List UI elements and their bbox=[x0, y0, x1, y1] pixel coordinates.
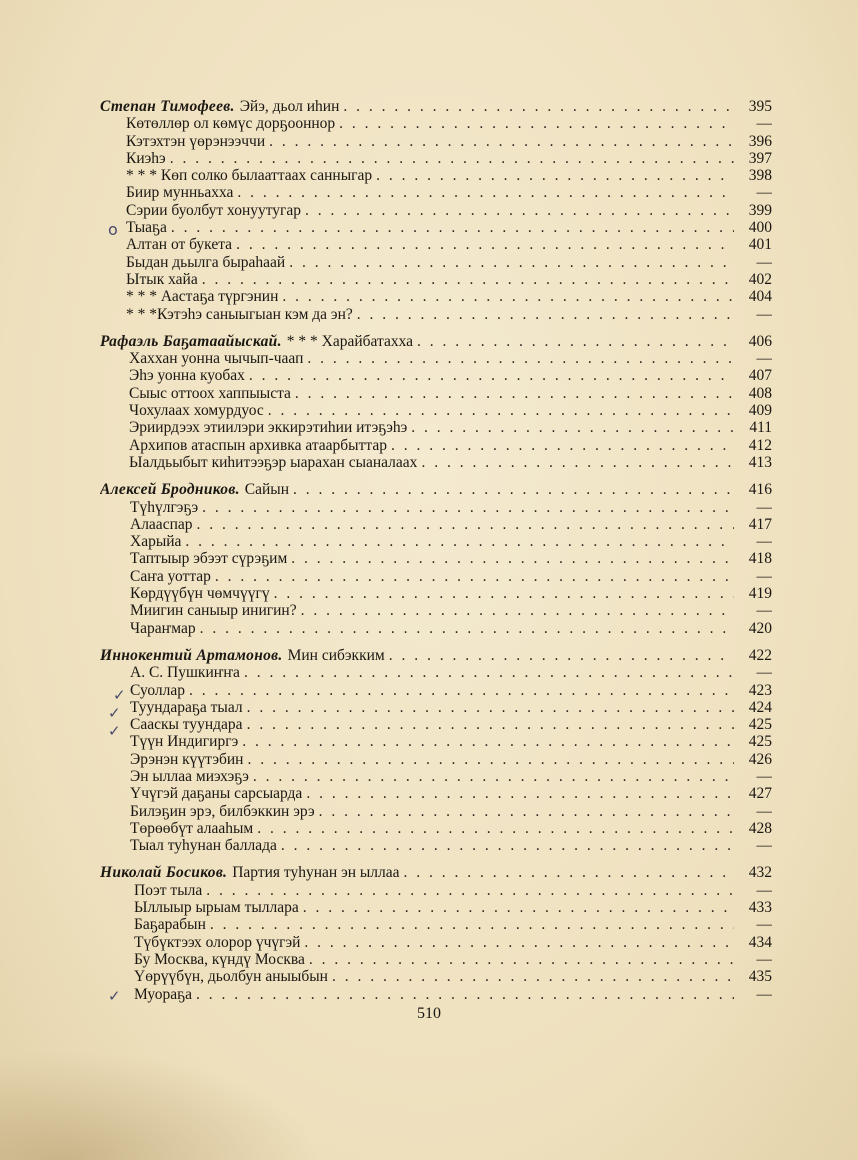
toc-entry bbox=[100, 620, 772, 637]
author-name: Степан Тимофеев. bbox=[100, 98, 235, 115]
dot-leader bbox=[281, 837, 734, 854]
entry-title: Эрэнэн күүтэбин bbox=[130, 750, 244, 768]
entry-page: 399 bbox=[748, 201, 772, 219]
dot-leader bbox=[306, 785, 734, 802]
dot-leader bbox=[307, 350, 734, 367]
toc-entry bbox=[100, 202, 772, 219]
dot-leader bbox=[391, 437, 734, 454]
dot-leader bbox=[247, 699, 734, 716]
toc-section bbox=[100, 647, 772, 855]
entry-page: 427 bbox=[748, 785, 772, 803]
toc-entry bbox=[100, 133, 772, 150]
toc-entry bbox=[100, 864, 772, 881]
entry-page: 407 bbox=[748, 367, 772, 385]
entry-title: * * * Харайбатахха bbox=[286, 332, 414, 350]
toc-entry bbox=[100, 167, 772, 184]
toc-entry bbox=[100, 699, 772, 716]
entry-title: Эйэ, дьол иhин bbox=[239, 98, 340, 115]
entry-title: Партия туhунан эн ыллаа bbox=[232, 864, 400, 882]
dot-leader bbox=[196, 986, 734, 1003]
entry-title: Алтан от букета bbox=[126, 236, 233, 254]
entry-page: — bbox=[756, 985, 772, 1003]
entry-title: Түбүктээх олорор үчүгэй bbox=[134, 933, 301, 951]
entry-title: Тыал туhунан баллада bbox=[130, 837, 277, 855]
toc-section bbox=[100, 864, 772, 1002]
dot-leader bbox=[305, 202, 734, 219]
dot-leader bbox=[189, 682, 734, 699]
entry-page: 402 bbox=[748, 270, 772, 288]
dot-leader bbox=[202, 499, 734, 516]
entry-page: — bbox=[756, 305, 772, 323]
dot-leader bbox=[247, 716, 734, 733]
dot-leader bbox=[247, 751, 734, 768]
dot-leader bbox=[210, 916, 734, 933]
entry-title: Кэтэхтэн үөрэнээччи bbox=[126, 132, 266, 150]
entry-title: Хаххан уонна чычып-чаап bbox=[129, 350, 304, 368]
pencil-check-icon: ✓ bbox=[108, 722, 121, 740]
author-name: Иннокентий Артамонов. bbox=[100, 646, 283, 664]
page-number: 510 bbox=[417, 1005, 441, 1022]
entry-title: Туундараҕа тыал bbox=[130, 698, 243, 716]
toc-section bbox=[100, 98, 772, 323]
entry-title: Чараҥмар bbox=[130, 619, 196, 637]
entry-page: — bbox=[756, 498, 772, 516]
entry-title: Тыаҕа bbox=[126, 219, 167, 237]
entry-page: 409 bbox=[748, 402, 772, 420]
toc-entry bbox=[100, 899, 772, 916]
dot-leader bbox=[309, 951, 734, 968]
toc-entry bbox=[100, 115, 772, 132]
dot-leader bbox=[343, 98, 734, 115]
toc-entry bbox=[100, 385, 772, 402]
toc-entry bbox=[100, 647, 772, 664]
entry-page: 424 bbox=[748, 698, 772, 716]
entry-title: Саҥа уоттар bbox=[130, 567, 211, 585]
toc-entry bbox=[100, 733, 772, 750]
table-of-contents bbox=[100, 98, 772, 1013]
entry-title: Сэрии буолбут хонуутугар bbox=[126, 201, 302, 219]
dot-leader bbox=[206, 882, 734, 899]
toc-entry bbox=[100, 986, 772, 1003]
entry-title: Эhэ уонна куобах bbox=[129, 367, 245, 385]
entry-page: 432 bbox=[748, 864, 772, 882]
pencil-check-icon: ✓ bbox=[113, 686, 126, 704]
pencil-check-icon: ✓ bbox=[108, 704, 121, 722]
toc-entry bbox=[100, 516, 772, 533]
entry-title: Түүн Индигиргэ bbox=[130, 733, 239, 751]
toc-entry bbox=[100, 333, 772, 350]
entry-page: 426 bbox=[748, 750, 772, 768]
toc-entry bbox=[100, 288, 772, 305]
entry-page: 408 bbox=[748, 384, 772, 402]
entry-title: А. С. Пушкиҥҥа bbox=[130, 664, 240, 682]
entry-page: — bbox=[756, 350, 772, 368]
dot-leader bbox=[215, 568, 734, 585]
dot-leader bbox=[357, 306, 734, 323]
toc-entry bbox=[100, 419, 772, 436]
toc-entry bbox=[100, 437, 772, 454]
toc-entry bbox=[100, 968, 772, 985]
entry-page: — bbox=[756, 533, 772, 551]
entry-page: 396 bbox=[748, 132, 772, 150]
dot-leader bbox=[291, 550, 734, 567]
dot-leader bbox=[171, 219, 734, 236]
entry-page: — bbox=[756, 115, 772, 133]
dot-leader bbox=[274, 585, 734, 602]
entry-title: Мин сибэкким bbox=[287, 646, 385, 664]
dot-leader bbox=[170, 150, 734, 167]
entry-page: 412 bbox=[748, 436, 772, 454]
dot-leader bbox=[404, 864, 734, 881]
toc-entry bbox=[100, 751, 772, 768]
toc-entry bbox=[100, 236, 772, 253]
toc-entry bbox=[100, 585, 772, 602]
entry-page: 413 bbox=[748, 453, 772, 471]
entry-title: Архипов атаспын архивка атаарбыттар bbox=[129, 436, 387, 454]
toc-entry bbox=[100, 882, 772, 899]
entry-page: 397 bbox=[748, 149, 772, 167]
entry-page: — bbox=[756, 950, 772, 968]
author-name: Рафаэль Баҕатаайыскай. bbox=[100, 332, 282, 350]
entry-page: 411 bbox=[749, 419, 772, 437]
toc-entry bbox=[100, 402, 772, 419]
pencil-circle-mark: o bbox=[108, 220, 118, 239]
dot-leader bbox=[289, 254, 734, 271]
toc-entry bbox=[100, 803, 772, 820]
dot-leader bbox=[202, 271, 734, 288]
author-name: Николай Босиков. bbox=[100, 864, 228, 882]
toc-entry bbox=[100, 98, 772, 115]
pencil-check-icon: ✓ bbox=[108, 987, 121, 1005]
entry-page: 418 bbox=[748, 550, 772, 568]
entry-page: 395 bbox=[748, 98, 772, 115]
entry-page: 434 bbox=[748, 933, 772, 951]
toc-entry bbox=[100, 254, 772, 271]
entry-title: Сааскы туундара bbox=[130, 716, 243, 734]
entry-title: * * * Көп солко былааттаах санныгар bbox=[126, 167, 373, 185]
dot-leader bbox=[249, 367, 734, 384]
dot-leader bbox=[411, 419, 734, 436]
entry-title: Таптыыр эбээт сүрэҕим bbox=[130, 550, 288, 568]
toc-entry bbox=[100, 664, 772, 681]
entry-title: Суоллар bbox=[130, 681, 185, 699]
entry-title: Киэhэ bbox=[126, 149, 166, 167]
entry-title: Биир мунньахха bbox=[126, 184, 234, 202]
dot-leader bbox=[389, 647, 734, 664]
toc-entry bbox=[100, 481, 772, 498]
entry-title: Ыалдьыбыт киhитээҕэр ыарахан сыаналаах bbox=[129, 453, 418, 471]
toc-entry bbox=[100, 184, 772, 201]
entry-page: — bbox=[756, 767, 772, 785]
entry-page: — bbox=[756, 881, 772, 899]
entry-title: Муораҕа bbox=[134, 985, 193, 1003]
toc-entry bbox=[100, 271, 772, 288]
entry-title: * * * Аастаҕа түргэнин bbox=[126, 288, 279, 306]
dot-leader bbox=[339, 115, 734, 132]
dot-leader bbox=[253, 768, 734, 785]
entry-page: 404 bbox=[748, 288, 772, 306]
entry-title: Төрөөбүт алааhым bbox=[130, 819, 254, 837]
entry-title: Эриирдээх этиилэри эккирэтиhии итэҕэhэ bbox=[129, 419, 408, 437]
toc-entry bbox=[100, 820, 772, 837]
dot-leader bbox=[417, 333, 734, 350]
entry-page: — bbox=[756, 802, 772, 820]
entry-title: Бу Москва, күндү Москва bbox=[134, 950, 305, 968]
dot-leader bbox=[421, 454, 734, 471]
dot-leader bbox=[282, 288, 734, 305]
dot-leader bbox=[242, 733, 734, 750]
entry-title: Ытык хайа bbox=[126, 270, 198, 288]
dot-leader bbox=[301, 602, 734, 619]
dot-leader bbox=[257, 820, 734, 837]
toc-entry bbox=[100, 951, 772, 968]
toc-entry bbox=[100, 602, 772, 619]
toc-entry bbox=[100, 837, 772, 854]
dot-leader bbox=[376, 167, 734, 184]
dot-leader bbox=[304, 934, 734, 951]
toc-entry bbox=[100, 499, 772, 516]
toc-entry bbox=[100, 350, 772, 367]
entry-title: Сайын bbox=[244, 481, 289, 499]
entry-title: Миигин саныыр инигин? bbox=[130, 602, 297, 620]
entry-page: 425 bbox=[748, 716, 772, 734]
entry-page: 423 bbox=[748, 681, 772, 699]
toc-entry bbox=[100, 716, 772, 733]
entry-title: Чохулаах хомурдуос bbox=[129, 402, 264, 420]
toc-entry bbox=[100, 454, 772, 471]
dot-leader bbox=[268, 402, 734, 419]
toc-section bbox=[100, 333, 772, 471]
toc-entry bbox=[100, 550, 772, 567]
entry-page: — bbox=[756, 567, 772, 585]
entry-title: Сыыс оттоох хаппыыста bbox=[129, 384, 291, 402]
entry-page: 400 bbox=[748, 219, 772, 237]
dot-leader bbox=[200, 620, 734, 637]
toc-entry bbox=[100, 306, 772, 323]
toc-entry bbox=[100, 768, 772, 785]
entry-title: Эн ыллаа миэхэҕэ bbox=[130, 767, 249, 785]
entry-title: Түhүлгэҕэ bbox=[130, 498, 199, 516]
toc-entry bbox=[100, 934, 772, 951]
entry-page: — bbox=[756, 184, 772, 202]
dot-leader bbox=[295, 385, 734, 402]
entry-title: * * *Кэтэhэ саныыгыан кэм да эн? bbox=[126, 305, 353, 323]
entry-title: Баҕарабын bbox=[134, 916, 206, 934]
entry-page: 416 bbox=[748, 481, 772, 499]
entry-page: 435 bbox=[748, 968, 772, 986]
entry-page: 425 bbox=[748, 733, 772, 751]
dot-leader bbox=[236, 236, 734, 253]
entry-title: Көрдүүбүн чөмчүүгү bbox=[130, 585, 270, 603]
entry-title: Поэт тыла bbox=[134, 881, 203, 899]
entry-page: 406 bbox=[748, 332, 772, 350]
entry-title: Үчүгэй даҕаны сарсыарда bbox=[130, 785, 303, 803]
entry-page: 428 bbox=[748, 819, 772, 837]
entry-title: Харыйа bbox=[130, 533, 182, 551]
entry-page: 433 bbox=[748, 899, 772, 917]
entry-title: Алааспар bbox=[130, 515, 193, 533]
entry-title: Быдан дьылга быраhаай bbox=[126, 253, 286, 271]
entry-title: Билэҕин эрэ, билбэккин эрэ bbox=[130, 802, 315, 820]
entry-page: — bbox=[756, 602, 772, 620]
entry-page: — bbox=[756, 837, 772, 855]
toc-entry bbox=[100, 219, 772, 236]
toc-entry bbox=[100, 916, 772, 933]
dot-leader bbox=[269, 133, 734, 150]
toc-entry bbox=[100, 150, 772, 167]
dot-leader bbox=[332, 968, 734, 985]
dot-leader bbox=[244, 664, 734, 681]
author-name: Алексей Бродников. bbox=[100, 481, 240, 499]
entry-title: Ыллыыр ырыам тыллара bbox=[134, 899, 299, 917]
entry-page: 422 bbox=[748, 646, 772, 664]
toc-entry bbox=[100, 682, 772, 699]
toc-entry bbox=[100, 367, 772, 384]
paper-stain bbox=[0, 1050, 320, 1160]
entry-title: Көтөллөр ол көмүс дорҕооннор bbox=[126, 115, 336, 133]
entry-page: 401 bbox=[748, 236, 772, 254]
toc-entry bbox=[100, 568, 772, 585]
dot-leader bbox=[237, 184, 734, 201]
entry-page: 398 bbox=[748, 167, 772, 185]
entry-page: 420 bbox=[748, 619, 772, 637]
entry-title: Үөрүүбүн, дьолбун аныыбын bbox=[134, 968, 328, 986]
dot-leader bbox=[319, 803, 734, 820]
toc-entry bbox=[100, 533, 772, 550]
entry-page: — bbox=[756, 664, 772, 682]
dot-leader bbox=[185, 533, 734, 550]
toc-section bbox=[100, 481, 772, 637]
dot-leader bbox=[197, 516, 735, 533]
entry-page: 417 bbox=[748, 515, 772, 533]
entry-page: — bbox=[756, 916, 772, 934]
entry-page: — bbox=[756, 253, 772, 271]
entry-page: 419 bbox=[748, 585, 772, 603]
toc-entry bbox=[100, 785, 772, 802]
dot-leader bbox=[303, 899, 734, 916]
dot-leader bbox=[293, 481, 734, 498]
